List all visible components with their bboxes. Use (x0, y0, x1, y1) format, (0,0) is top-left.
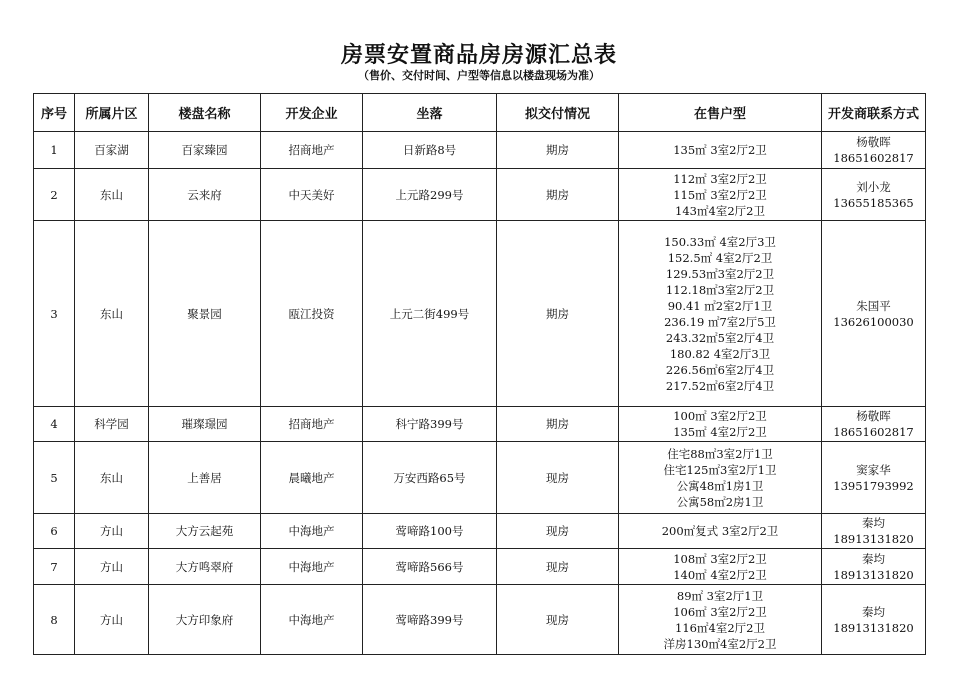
unit-type: 115㎡ 3室2厅2卫 (673, 187, 767, 202)
cell-developer: 瓯江投资 (261, 221, 363, 407)
cell-location: 科宁路399号 (363, 407, 497, 442)
cell-name: 百家臻园 (149, 132, 261, 169)
unit-type: 243.32㎡5室2厅4卫 (665, 330, 775, 345)
table-row (34, 169, 926, 221)
header-no: 序号 (34, 94, 75, 132)
table-row (34, 442, 926, 514)
unit-type: 152.5㎡ 4室2厅2卫 (667, 250, 773, 265)
unit-type: 226.56㎡6室2厅4卫 (665, 362, 775, 377)
cell-delivery: 期房 (497, 169, 619, 221)
contact-name: 秦均 (862, 551, 885, 566)
cell-no: 5 (34, 442, 75, 514)
cell-area: 东山 (75, 221, 149, 407)
unit-type: 90.41 ㎡2室2厅1卫 (667, 298, 773, 313)
contact-name: 秦均 (862, 604, 885, 619)
cell-location: 万安西路65号 (363, 442, 497, 514)
cell-area: 方山 (75, 585, 149, 655)
cell-delivery: 期房 (497, 221, 619, 407)
contact-name: 杨敬晖 (856, 409, 891, 423)
table-body (34, 132, 926, 655)
cell-developer: 招商地产 (261, 132, 363, 169)
unit-type: 140㎡ 4室2厅2卫 (673, 567, 767, 582)
unit-type: 135㎡ 3室2厅2卫 (673, 143, 767, 157)
cell-delivery: 期房 (497, 132, 619, 169)
cell-developer: 晨曦地产 (261, 442, 363, 514)
cell-name: 云来府 (149, 169, 261, 221)
cell-name: 聚景园 (149, 221, 261, 407)
table-row (34, 132, 926, 169)
cell-units (619, 514, 822, 549)
cell-contact (822, 442, 926, 514)
contact-phone: 18913131820 (833, 567, 914, 582)
cell-delivery: 现房 (497, 585, 619, 655)
cell-name: 大方印象府 (149, 585, 261, 655)
cell-units (619, 585, 822, 655)
table-row (34, 585, 926, 655)
contact-phone: 13951793992 (833, 478, 914, 493)
unit-type: 公寓58㎡2房1卫 (676, 494, 764, 509)
cell-no: 8 (34, 585, 75, 655)
table-row (34, 549, 926, 585)
cell-name: 大方云起苑 (149, 514, 261, 549)
cell-area: 方山 (75, 549, 149, 585)
cell-developer: 中天美好 (261, 169, 363, 221)
cell-delivery: 现房 (497, 442, 619, 514)
contact-phone: 18651602817 (833, 425, 914, 439)
cell-units (619, 549, 822, 585)
cell-contact (822, 221, 926, 407)
unit-type: 108㎡ 3室2厅2卫 (673, 551, 767, 566)
cell-no: 3 (34, 221, 75, 407)
cell-units (619, 132, 822, 169)
unit-type: 236.19 ㎡7室2厅5卫 (664, 314, 776, 329)
table-row (34, 221, 926, 407)
document-subtitle: （售价、交付时间、户型等信息以楼盘现场为准） (358, 69, 600, 82)
cell-name: 璀璨璟园 (149, 407, 261, 442)
header-contact: 开发商联系方式 (822, 94, 926, 132)
unit-type: 116㎡4室2厅2卫 (675, 620, 765, 635)
cell-units (619, 407, 822, 442)
unit-type: 106㎡ 3室2厅2卫 (673, 604, 767, 619)
unit-type: 住宅88㎡3室2厅1卫 (667, 446, 773, 461)
cell-area: 科学园 (75, 407, 149, 442)
header-area: 所属片区 (75, 94, 149, 132)
cell-name: 大方鸣翠府 (149, 549, 261, 585)
cell-location: 日新路8号 (363, 132, 497, 169)
unit-type: 100㎡ 3室2厅2卫 (673, 409, 767, 423)
cell-contact (822, 549, 926, 585)
housing-table (33, 93, 926, 655)
cell-area: 百家湖 (75, 132, 149, 169)
cell-location: 上元路299号 (363, 169, 497, 221)
cell-area: 东山 (75, 442, 149, 514)
cell-location: 莺啼路100号 (363, 514, 497, 549)
cell-units (619, 169, 822, 221)
header-row (34, 94, 926, 132)
cell-contact (822, 169, 926, 221)
contact-name: 窦家华 (856, 462, 891, 477)
cell-no: 7 (34, 549, 75, 585)
cell-developer: 中海地产 (261, 514, 363, 549)
unit-type: 143㎡4室2厅2卫 (675, 203, 765, 218)
contact-name: 秦均 (862, 516, 885, 530)
header-delivery: 拟交付情况 (497, 94, 619, 132)
cell-no: 4 (34, 407, 75, 442)
unit-type: 112㎡ 3室2厅2卫 (673, 171, 767, 186)
cell-location: 莺啼路399号 (363, 585, 497, 655)
unit-type: 129.53㎡3室2厅2卫 (665, 266, 775, 281)
unit-type: 150.33㎡ 4室2厅3卫 (664, 234, 776, 249)
header-name: 楼盘名称 (149, 94, 261, 132)
cell-delivery: 现房 (497, 514, 619, 549)
cell-location: 莺啼路566号 (363, 549, 497, 585)
table-row (34, 407, 926, 442)
cell-developer: 中海地产 (261, 585, 363, 655)
contact-phone: 18913131820 (833, 532, 914, 546)
contact-name: 杨敬晖 (856, 135, 891, 149)
unit-type: 住宅125㎡3室2厅1卫 (663, 462, 777, 477)
cell-area: 东山 (75, 169, 149, 221)
contact-name: 朱国平 (856, 298, 891, 313)
contact-phone: 13655185365 (833, 195, 914, 210)
cell-developer: 中海地产 (261, 549, 363, 585)
document-title: 房票安置商品房房源汇总表 (340, 42, 617, 68)
unit-type: 89㎡ 3室2厅1卫 (676, 588, 764, 603)
cell-area: 方山 (75, 514, 149, 549)
cell-no: 6 (34, 514, 75, 549)
cell-delivery: 现房 (497, 549, 619, 585)
unit-type: 135㎡ 4室2厅2卫 (673, 425, 767, 439)
header-developer: 开发企业 (261, 94, 363, 132)
unit-type: 洋房130㎡4室2厅2卫 (663, 636, 777, 651)
cell-delivery: 期房 (497, 407, 619, 442)
table-row (34, 514, 926, 549)
cell-contact (822, 407, 926, 442)
unit-type: 200㎡复式 3室2厅2卫 (661, 524, 779, 538)
cell-name: 上善居 (149, 442, 261, 514)
contact-phone: 18651602817 (833, 151, 914, 165)
cell-contact (822, 514, 926, 549)
cell-contact (822, 132, 926, 169)
cell-units (619, 221, 822, 407)
cell-no: 2 (34, 169, 75, 221)
unit-type: 112.18㎡3室2厅2卫 (665, 282, 775, 297)
header-location: 坐落 (363, 94, 497, 132)
unit-type: 180.82 4室2厅3卫 (669, 346, 771, 361)
unit-type: 217.52㎡6室2厅4卫 (665, 378, 775, 393)
contact-phone: 18913131820 (833, 620, 914, 635)
cell-units (619, 442, 822, 514)
contact-phone: 13626100030 (833, 314, 914, 329)
header-units: 在售户型 (619, 94, 822, 132)
contact-name: 刘小龙 (856, 179, 891, 194)
cell-location: 上元二街499号 (363, 221, 497, 407)
cell-contact (822, 585, 926, 655)
unit-type: 公寓48㎡1房1卫 (676, 478, 764, 493)
cell-no: 1 (34, 132, 75, 169)
cell-developer: 招商地产 (261, 407, 363, 442)
